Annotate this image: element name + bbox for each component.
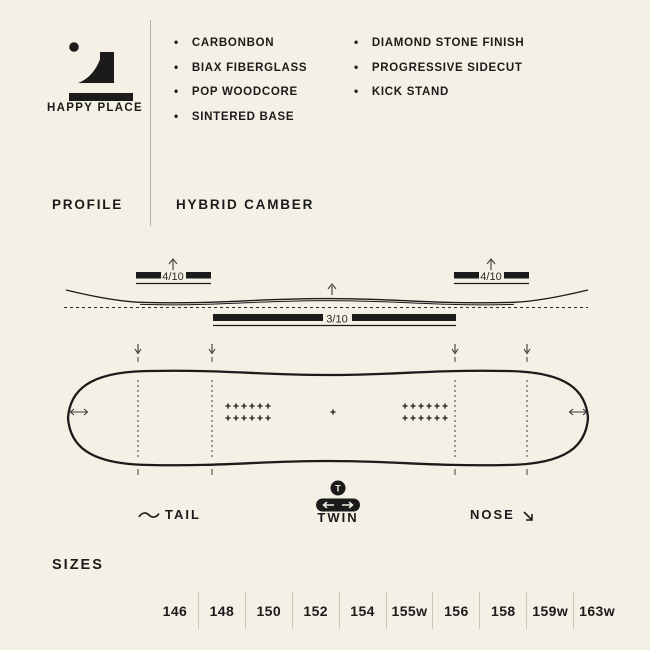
board-outline (68, 371, 588, 466)
center-insert-mark (330, 409, 335, 414)
size-option-163w[interactable]: 163w (573, 592, 620, 629)
size-option-146[interactable]: 146 (162, 602, 188, 619)
feature-item (174, 110, 307, 123)
size-option-148[interactable]: 148 (198, 592, 245, 629)
tip-rating-left: 4/10 (162, 271, 184, 283)
size-option-154[interactable]: 154 (339, 592, 386, 629)
feature-item (354, 85, 524, 98)
happy-place-logo-icon (60, 36, 140, 106)
twin-badge-letter: T (335, 483, 341, 494)
bullet-icon: • (174, 108, 179, 123)
feature-label: KICK STAND (371, 86, 449, 98)
profile-heading: PROFILE (52, 197, 124, 212)
tip-arrow-left-icon (169, 259, 177, 270)
twin-label: TWIN (317, 510, 359, 525)
tip-rating-right: 4/10 (480, 271, 502, 283)
contact-marker-icon (452, 344, 458, 362)
feature-item (174, 61, 307, 74)
size-options-row (152, 592, 620, 629)
twin-shape-icon (310, 478, 366, 513)
sizes-heading: SIZES (52, 557, 104, 573)
insert-pack-left (225, 403, 270, 420)
contact-marker-icon (524, 344, 530, 362)
camber-profile-diagram (0, 250, 650, 345)
size-option-158[interactable]: 158 (479, 592, 526, 629)
feature-label: SINTERED BASE (191, 110, 295, 123)
feature-item (354, 36, 524, 49)
feature-item (354, 61, 524, 74)
insert-pack-right (402, 403, 447, 420)
brand-name: HAPPY PLACE (47, 102, 143, 114)
tip-arrow-right-icon (487, 259, 495, 270)
contact-marker-icon (135, 344, 141, 362)
feature-label: BIAX FIBERGLASS (191, 61, 308, 74)
contact-marker-icon (209, 344, 215, 362)
board-outline-diagram (0, 338, 650, 480)
feature-item (174, 85, 307, 98)
size-option-159w[interactable]: 159w (526, 592, 573, 629)
feature-list-right (354, 36, 524, 110)
header-divider (150, 20, 151, 226)
bullet-icon: • (354, 35, 359, 49)
feature-list-left (174, 36, 307, 134)
profile-value: HYBRID CAMBER (176, 197, 315, 212)
bullet-icon: • (354, 59, 359, 74)
nose-arrow-icon (522, 509, 536, 523)
feature-label: PROGRESSIVE SIDECUT (371, 61, 523, 74)
size-option-150[interactable]: 150 (245, 592, 292, 629)
camber-arrow-icon (328, 284, 336, 295)
feature-label: POP WOODCORE (191, 86, 298, 98)
size-option-156[interactable]: 156 (432, 592, 479, 629)
camber-rating: 3/10 (326, 313, 348, 326)
width-arrow-icon (71, 409, 88, 415)
feature-label: CARBONBON (191, 37, 275, 49)
width-arrow-icon (570, 409, 587, 415)
bullet-icon: • (174, 59, 179, 74)
nose-label: NOSE (470, 507, 515, 522)
bullet-icon: • (354, 84, 359, 98)
tail-wave-icon (138, 509, 160, 520)
size-option-152[interactable]: 152 (292, 592, 339, 629)
feature-label: DIAMOND STONE FINISH (371, 37, 525, 49)
bullet-icon: • (174, 35, 179, 49)
feature-item (174, 36, 307, 49)
tail-label: TAIL (165, 507, 201, 522)
bullet-icon: • (174, 84, 179, 98)
size-option-155w[interactable]: 155w (386, 592, 433, 629)
